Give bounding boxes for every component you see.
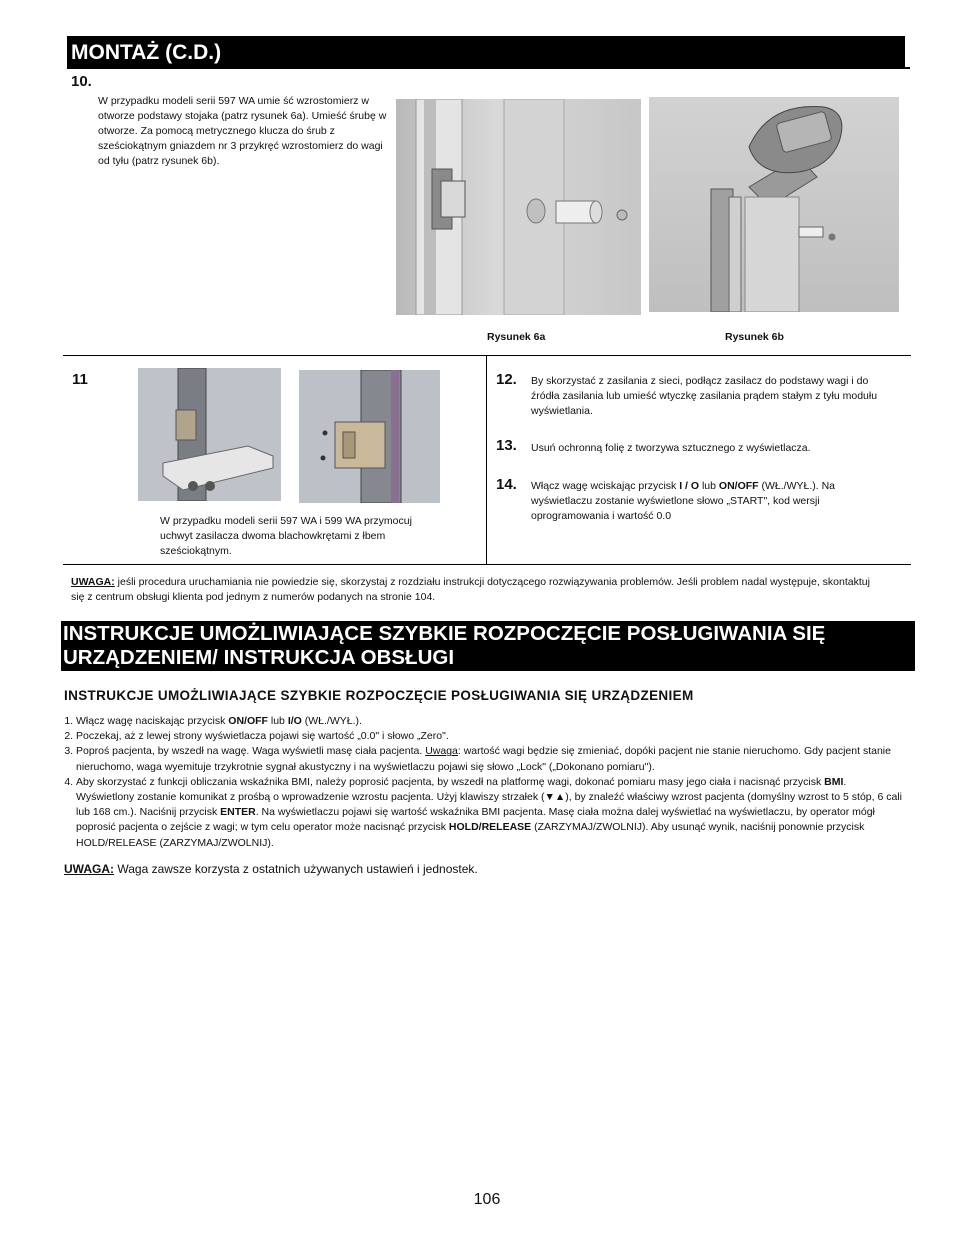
list-underline: Uwaga [425,745,458,758]
figure-6b [649,97,899,312]
step-13-text: Usuń ochronną folię z tworzywa sztucznego z wyświetlacza. [531,442,811,454]
step-14-text [531,479,871,524]
list-text: lub [267,715,288,727]
note-text: jeśli procedura uruchamiania nie powiedzie się, skorzystaj z rozdziału instrukcji dotyczącego rozwiązywania problemów. Jeśli problem nadal występuje, skontaktuj się z centrum obsługi klienta pod jednym z numerów podanych na stronie 104. [71,576,870,603]
step-10-text: W przypadku modeli serii 597 WA umie ść wzrostomierz w otworze podstawy stojaka (patrz rysunek 6a). Umieść śrubę w otworze. Za pomocą metrycznego klucza do śrub z sześciokątnym gniazdem nr 3 przykręć wzrostomierz do wagi od tyłu (patrz rysunek 6b). [98,95,387,167]
note-label: UWAGA: [64,862,114,876]
header-bar [67,36,905,67]
list-item [76,775,906,851]
page-number: 106 [473,1191,501,1208]
list-bold: HOLD/RELEASE [448,821,532,834]
list-text: (WŁ./WYŁ.). [301,715,362,727]
figure-6b-caption: Rysunek 6b [725,331,784,343]
list-text: . Na wyświetlaczu pojawi się wartość wskaźnika BMI pacjenta. Masę ciała można dalej wyświetlać na wyświetlaczu, by operator mógł poprosić pacjenta o zejście z wagi; w tym celu operator może nacisnąć przycisk [76,806,875,834]
header-rule [67,67,910,69]
list-bold: ON/OFF [228,715,268,727]
list-bold: I/O [287,715,302,727]
list-bold: BMI [824,775,844,788]
list-text: Aby skorzystać z funkcji obliczania wskaźnika BMI, należy poprosić pacjenta, by wszedł na platformę wagi, dokonać pomiaru masy jego ciała i nacisnąć przycisk [76,775,825,788]
figure-11-right [299,370,440,503]
onoff-key-label: ON/OFF [718,480,759,492]
list-text: : wartość wagi będzie się zmieniać, dopóki pacjent nie stanie nieruchomo. Gdy pacjent stanie nieruchomo, waga wyemituje trzykrotnie sygnał akustyczny i na wyświetlaczu pojawi się słowo „Lock" („Dokonano pomiaru"). [76,745,891,773]
step-14-number: 14. [496,476,517,493]
list-item [76,729,906,744]
steps-top-rule [63,355,911,356]
step-10-number: 10. [71,73,92,90]
note-settings [64,862,478,876]
steps-divider [486,355,487,564]
section-title-bar [61,621,915,671]
note-label: UWAGA: [71,576,115,588]
list-item [76,744,906,774]
step-14-text-part: (WŁ./WYŁ.). Na wyświetlaczu zostanie wyświetlone słowo „START", kod wersji oprogramowania i wartość 0.0 [531,480,836,522]
quickstart-list [62,714,906,851]
list-item [76,714,906,729]
note-text: Waga zawsze korzysta z ostatnich używanych ustawień i jednostek. [114,862,478,876]
note-startup [71,575,881,605]
steps-bottom-rule [63,564,911,565]
list-text: Poczekaj, aż z lewej strony wyświetlacza pojawi się wartość „0.0" i słowo „Zero". [76,730,449,743]
step-14-text-part: lub [699,480,719,492]
list-text: Poproś pacjenta, by wszedł na wagę. Waga wyświetli masę ciała pacjenta. [76,745,426,758]
step-11-text: W przypadku modeli serii 597 WA i 599 WA przymocuj uchwyt zasilacza dwoma blachowkrętami z łbem sześciokątnym. [160,515,412,557]
section-title-line2: URZĄDZENIEM/ INSTRUKCJA OBSŁUGI [63,646,455,669]
figure-6a [396,99,641,315]
io-key-label: I / O [679,480,700,492]
section-title-line1: INSTRUKCJE UMOŻLIWIAJĄCE SZYBKIE ROZPOCZĘCIE POSŁUGIWANIA SIĘ [63,622,826,645]
figure-6a-caption: Rysunek 6a [487,331,546,343]
list-text: . Wyświetlony zostanie komunikat z prośbą o wprowadzenie wzrostu pacjenta. Użyj klawiszy strzałek (▼▲), by znaleźć właściwy wzrost pacjenta (domyślny wzrost to 5 stóp, 6 cali lub 168 cm.). Naciśnij przycisk [76,775,902,819]
list-text: Włącz wagę naciskając przycisk [76,715,229,727]
step-11-number: 11 [72,371,88,388]
list-bold: ENTER [220,806,256,819]
page-title: MONTAŻ (C.D.) [71,41,222,64]
section-subtitle: INSTRUKCJE UMOŻLIWIAJĄCE SZYBKIE ROZPOCZĘCIE POSŁUGIWANIA SIĘ URZĄDZENIEM [64,688,694,703]
figure-11-left [138,368,281,501]
step-13-number: 13. [496,437,517,454]
list-text: (ZARZYMAJ/ZWOLNIJ). Aby usunąć wynik, naciśnij ponownie przycisk HOLD/RELEASE (ZARZYMAJ/ZWOLNIJ). [76,821,865,849]
step-14-text-part: Włącz wagę wciskając przycisk [531,480,680,492]
step-12-text: By skorzystać z zasilania z sieci, podłącz zasilacz do podstawy wagi i do źródła zasilania lub umieść wtyczkę zasilania prądem stałym z tyłu modułu wyświetlania. [531,375,878,417]
step-12-number: 12. [496,371,517,388]
